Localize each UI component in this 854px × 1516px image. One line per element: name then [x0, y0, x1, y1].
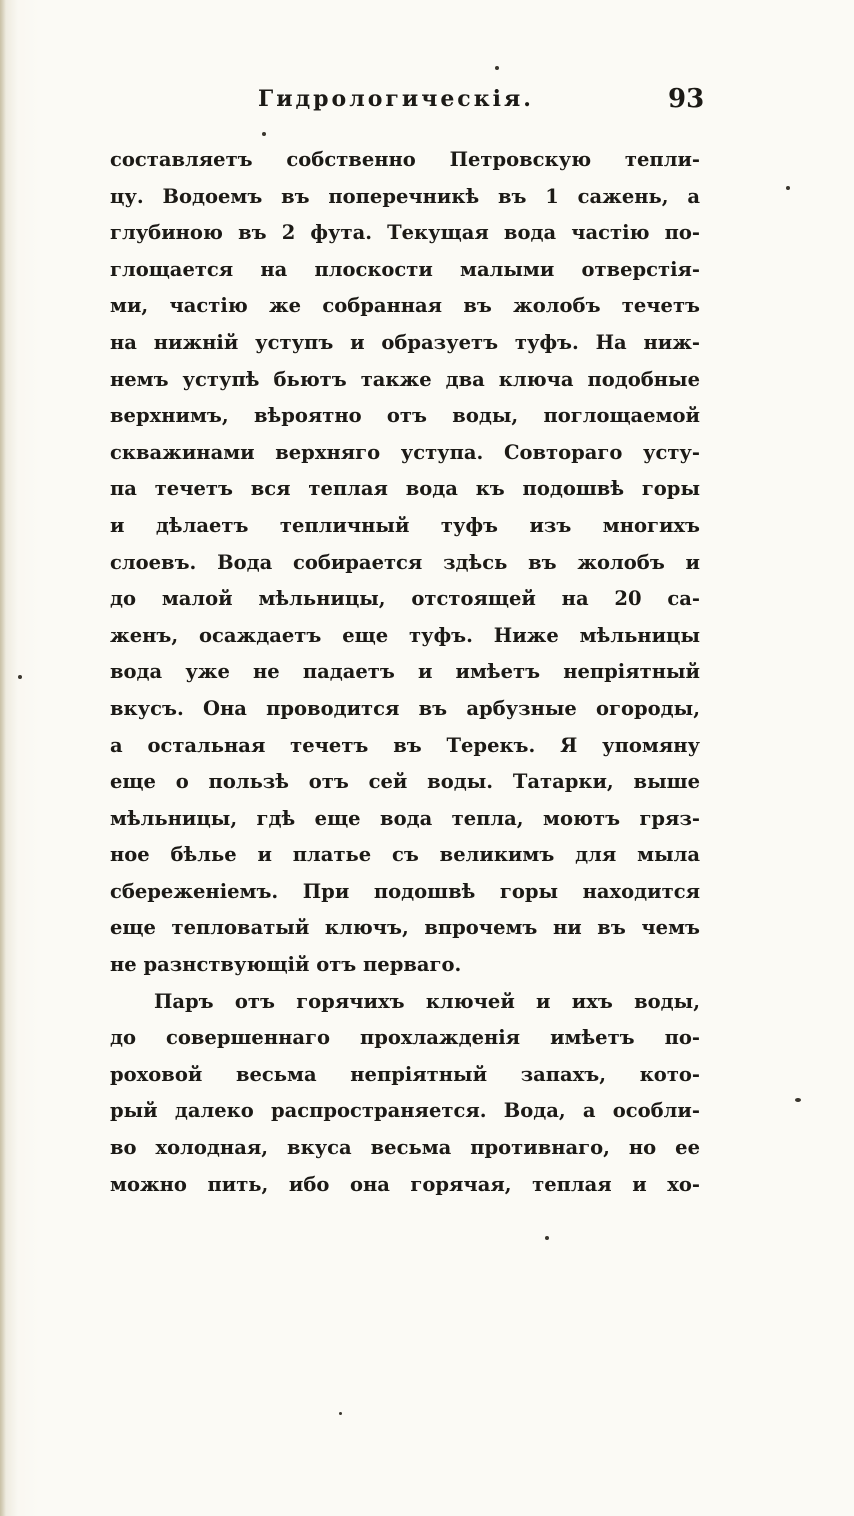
text-line: можно пить, ибо она горячая, теплая и хо-: [110, 1172, 700, 1196]
paragraph-last-line: не разнствующій отъ перваго.: [110, 953, 462, 977]
text-line: скважинами верхняго уступа. Совтораго усту-: [110, 440, 700, 464]
text-line: сбереженіемъ. При подошвѣ горы находится: [110, 879, 700, 903]
paragraph-first-line: Паръ отъ горячихъ ключей и ихъ воды,: [154, 989, 700, 1013]
ink-speck: [795, 1098, 801, 1102]
text-line: верхнимъ, вѣроятно отъ воды, поглощаемой: [110, 404, 700, 428]
text-line: рый далеко распространяется. Вода, а особли-: [110, 1099, 700, 1123]
text-line: во холодная, вкуса весьма противнаго, но ее: [110, 1136, 700, 1160]
text-line: составляетъ собственно Петровскую тепли-: [110, 148, 700, 171]
ink-speck: [545, 1236, 549, 1240]
ink-speck: [495, 66, 499, 70]
text-line: роховой весьма непріятный запахъ, кото-: [110, 1062, 700, 1086]
text-line: до совершеннаго прохлажденія имѣетъ по-: [110, 1026, 700, 1050]
text-line: еще тепловатый ключъ, впрочемъ ни въ чемъ: [110, 916, 700, 940]
text-line: до малой мѣльницы, отстоящей на 20 са-: [110, 587, 700, 611]
text-line: глощается на плоскости малыми отверстія-: [110, 257, 700, 281]
running-title: Гидрологическія.: [258, 86, 534, 112]
text-line: глубиною въ 2 фута. Текущая вода частію по-: [110, 221, 700, 245]
body-text: [110, 142, 700, 1203]
text-line: ми, частію же собранная въ жолобъ течетъ: [110, 294, 700, 318]
text-line: ное бѣлье и платье съ великимъ для мыла: [110, 843, 700, 867]
page-binding-shadow: [0, 0, 6, 1516]
ink-speck: [18, 675, 22, 679]
text-line: слоевъ. Вода собирается здѣсь въ жолобъ и: [110, 550, 700, 574]
ink-speck: [262, 132, 266, 136]
ink-speck: [786, 186, 790, 190]
text-line: мѣльницы, гдѣ еще вода тепла, моютъ гряз-: [110, 806, 700, 830]
text-line: на нижній уступъ и образуетъ туфъ. На ниж-: [110, 330, 700, 354]
text-line: па течетъ вся теплая вода къ подошвѣ горы: [110, 477, 700, 501]
page-number: 93: [668, 84, 705, 114]
ink-speck: [339, 1412, 342, 1415]
text-line: цу. Водоемъ въ поперечникѣ въ 1 сажень, а: [110, 184, 700, 208]
text-line: а остальная течетъ въ Терекъ. Я упомяну: [110, 733, 700, 757]
text-line: еще о пользѣ отъ сей воды. Татарки, выше: [110, 770, 700, 794]
text-line: немъ уступѣ бьютъ также два ключа подобные: [110, 367, 700, 391]
text-line: вода уже не падаетъ и имѣетъ непріятный: [110, 660, 700, 684]
text-line: женъ, осаждаетъ еще туфъ. Ниже мѣльницы: [110, 623, 700, 647]
text-line: вкусъ. Она проводится въ арбузные огороды,: [110, 696, 700, 720]
text-line: и дѣлаетъ тепличный туфъ изъ многихъ: [110, 513, 700, 537]
